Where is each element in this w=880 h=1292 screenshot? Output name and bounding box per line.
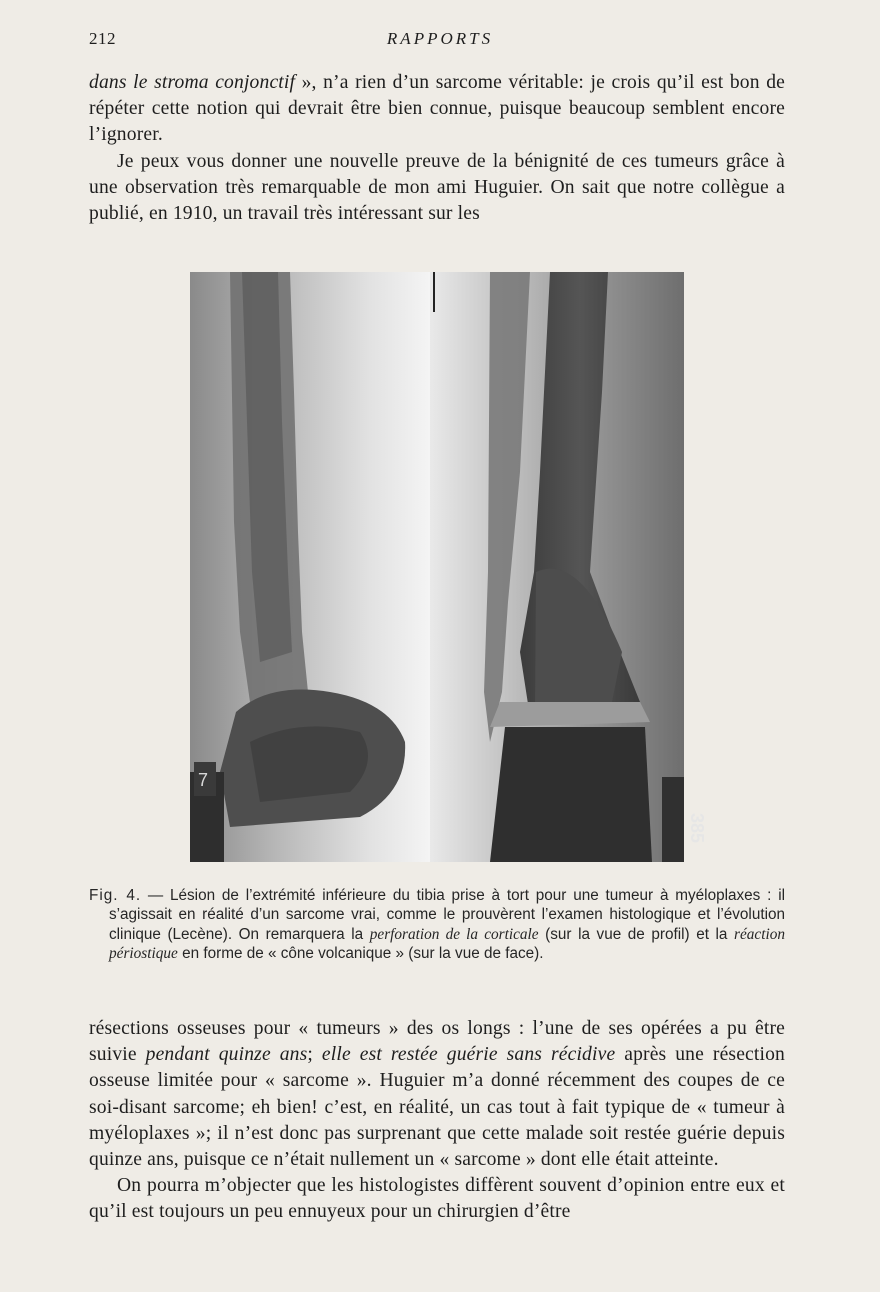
film-marker-right: 385 — [687, 813, 707, 844]
caption-part: en forme de « cône volcanique » (sur la vue de face). — [177, 944, 544, 962]
figure-caption — [89, 886, 785, 963]
paragraph — [89, 1016, 785, 1173]
page-number: 212 — [89, 29, 116, 48]
caption-italic: perforation de la corticale — [369, 925, 539, 943]
paragraph: On pourra m’objecter que les histologistes diffèrent souvent d’opinion entre eux et qu’il est toujours un peu ennuyeux pour un chirurgien d’être — [89, 1175, 785, 1223]
running-head: RAPPORTS — [386, 29, 494, 48]
xray-image — [190, 272, 707, 862]
bottom-text-block — [89, 1016, 785, 1226]
paragraph-text: résections osseuses pour « tumeurs » des os longs : l’une de ses opérées a pu être suivie — [89, 1018, 785, 1066]
caption-part: (sur la vue de profil) et la — [538, 925, 735, 943]
film-marker-left: 7 — [198, 770, 209, 790]
caption-part: — Lésion de l’extrémité inférieure du tibia prise à tort pour une tumeur à myéloplaxes : il s’agissait en réalité d’un sarcome vrai, comme le prouvèrent l’examen histologique et l’évolution clinique (Lecène). On remarquera la — [109, 887, 785, 943]
caption-italic: réaction périostique — [109, 925, 785, 962]
top-text-block — [89, 70, 785, 227]
paragraph — [89, 70, 785, 149]
italic-phrase: pendant quinze ans — [145, 1044, 308, 1066]
italic-phrase: dans le stroma conjonctif — [89, 72, 296, 93]
paragraph-text: après une résection osseuse limitée pour « sarcome ». Huguier m’a donné récemment des coupes de ce soi-disant sarcome; eh bien! c’est, en réalité, un cas tout à fait typique de « tumeur à myéloplaxes »; il n’est donc pas surprenant que cette malade soit restée guérie depuis quinze ans, puisque ce n’était nullement un « sarcome » dont elle était atteinte. — [89, 1044, 785, 1171]
caption-text — [89, 886, 785, 963]
xray-figure — [190, 272, 707, 862]
italic-phrase: elle est restée guérie sans récidive — [321, 1044, 616, 1066]
paragraph-text: », n’a rien d’un sarcome véritable: je crois qu’il est bon de répéter cette notion qui devrait être bien connue, puisque beaucoup semblent encore l’ignorer. — [89, 72, 785, 146]
figure-label: Fig. 4. — [89, 887, 142, 904]
paragraph-text: ; — [307, 1044, 322, 1066]
paragraph: Je peux vous donner une nouvelle preuve de la bénignité de ces tumeurs grâce à une observation très remarquable de mon ami Huguier. On sait que notre collègue a publié, en 1910, un travail très intéressant sur les — [89, 150, 785, 225]
